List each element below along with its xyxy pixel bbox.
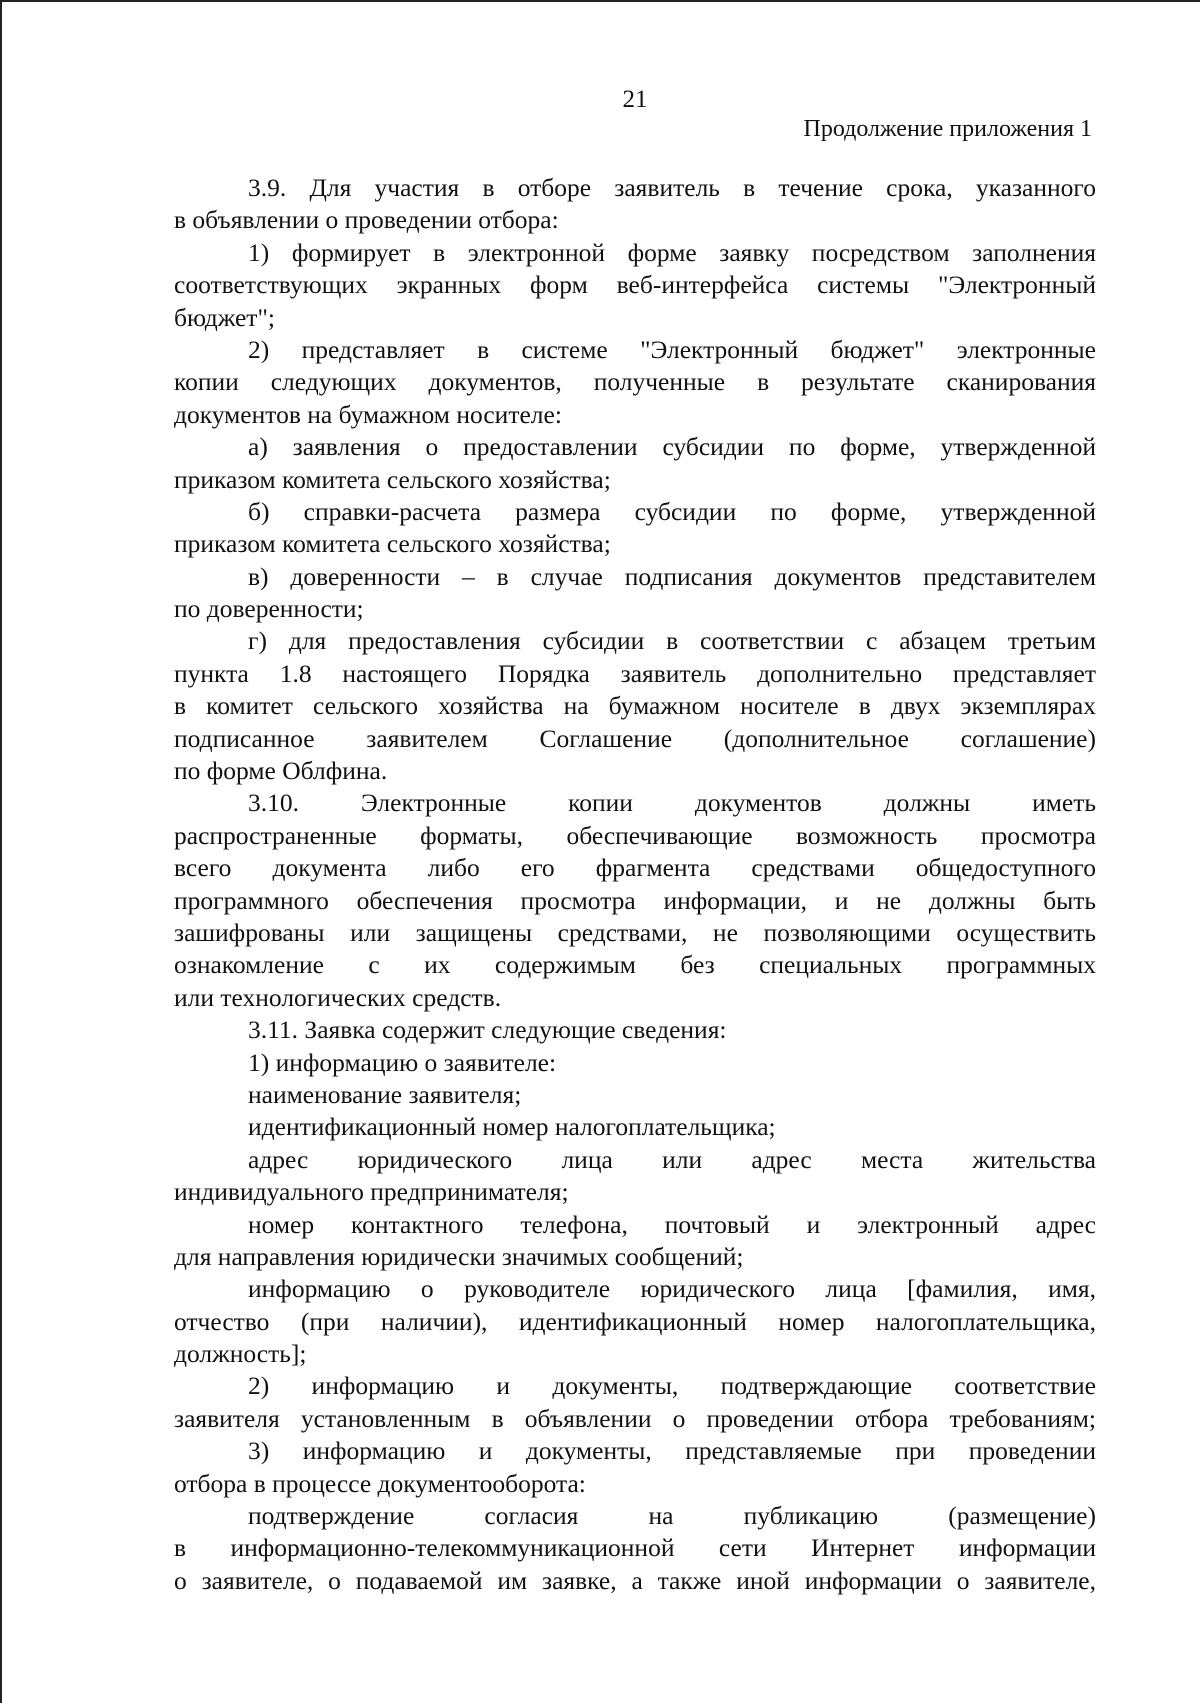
body-text xyxy=(174,172,1096,1597)
text-line: отчество (при наличии), идентификационный номер налогоплательщика, xyxy=(174,1306,1096,1336)
text-line: по форме Облфина. xyxy=(174,756,388,786)
text-line: заявителя установленным в объявлении о проведении отбора требованиям; xyxy=(174,1403,1096,1433)
text-line: в комитет сельского хозяйства на бумажном носителе в двух экземплярах xyxy=(174,691,1096,721)
text-line: документов на бумажном носителе: xyxy=(174,399,562,429)
text-line: программного обеспечения просмотра информации, и не должны быть xyxy=(174,885,1096,915)
text-line: а) заявления о предоставлении субсидии по форме, утвержденной xyxy=(248,432,1096,462)
appendix-continuation-note: Продолжение приложения 1 xyxy=(803,116,1092,142)
text-line: 3.10. Электронные копии документов должны иметь xyxy=(248,788,1096,818)
text-line: пункта 1.8 настоящего Порядка заявитель дополнительно представляет xyxy=(174,658,1096,688)
text-line: 3.9. Для участия в отборе заявитель в течение срока, указанного xyxy=(248,173,1096,202)
text-line: всего документа либо его фрагмента средствами общедоступного xyxy=(174,853,1096,883)
text-line: б) справки-расчета размера субсидии по форме, утвержденной xyxy=(248,496,1096,526)
scan-border-top xyxy=(0,0,1200,2)
text-line: подписанное заявителем Соглашение (дополнительное соглашение) xyxy=(174,723,1096,753)
text-line: идентификационный номер налогоплательщика; xyxy=(248,1112,776,1142)
text-line: копии следующих документов, полученные в результате сканирования xyxy=(174,367,1096,397)
text-line: бюджет"; xyxy=(174,302,275,332)
text-line: или технологических средств. xyxy=(174,982,502,1012)
text-line: адрес юридического лица или адрес места жительства xyxy=(248,1144,1096,1174)
text-line: зашифрованы или защищены средствами, не позволяющими осуществить xyxy=(174,917,1096,947)
text-line: подтверждение согласия на публикацию (размещение) xyxy=(248,1501,1096,1531)
text-line: индивидуального предпринимателя; xyxy=(174,1177,569,1207)
text-line: соответствующих экранных форм веб-интерфейса системы "Электронный xyxy=(174,270,1096,300)
text-line: информацию о руководителе юридического лица [фамилия, имя, xyxy=(248,1274,1096,1304)
text-line: наименование заявителя; xyxy=(248,1079,522,1109)
text-line: 2) информацию и документы, подтверждающие соответствие xyxy=(248,1371,1096,1401)
text-line: 1) информацию о заявителе: xyxy=(248,1047,557,1077)
text-line: о заявителе, о подаваемой им заявке, а также иной информации о заявителе, xyxy=(174,1565,1096,1595)
text-line: приказом комитета сельского хозяйства; xyxy=(174,529,611,559)
text-line: приказом комитета сельского хозяйства; xyxy=(174,464,611,494)
text-line: 3.11. Заявка содержит следующие сведения: xyxy=(248,1015,727,1045)
text-line: в) доверенности – в случае подписания документов представителем xyxy=(248,561,1096,591)
text-line: в информационно-телекоммуникационной сети Интернет информации xyxy=(174,1533,1096,1563)
text-line: 1) формирует в электронной форме заявку посредством заполнения xyxy=(248,237,1096,267)
text-line: г) для предоставления субсидии в соответствии с абзацем третьим xyxy=(248,626,1096,656)
text-line: отбора в процессе документооборота: xyxy=(174,1468,586,1498)
text-line: 3) информацию и документы, представляемые при проведении xyxy=(248,1436,1096,1466)
text-line: номер контактного телефона, почтовый и электронный адрес xyxy=(248,1209,1096,1239)
page-number: 21 xyxy=(622,86,648,113)
text-line: ознакомление с их содержимым без специальных программных xyxy=(174,950,1096,980)
text-line: распространенные форматы, обеспечивающие возможность просмотра xyxy=(174,820,1096,850)
text-line: в объявлении о проведении отбора: xyxy=(174,205,559,235)
text-line: по доверенности; xyxy=(174,594,364,624)
text-line: для направления юридически значимых сообщений; xyxy=(174,1241,744,1271)
text-line: должность]; xyxy=(174,1339,307,1369)
scan-border-left xyxy=(0,0,2,1703)
text-line: 2) представляет в системе "Электронный бюджет" электронные xyxy=(248,334,1096,364)
